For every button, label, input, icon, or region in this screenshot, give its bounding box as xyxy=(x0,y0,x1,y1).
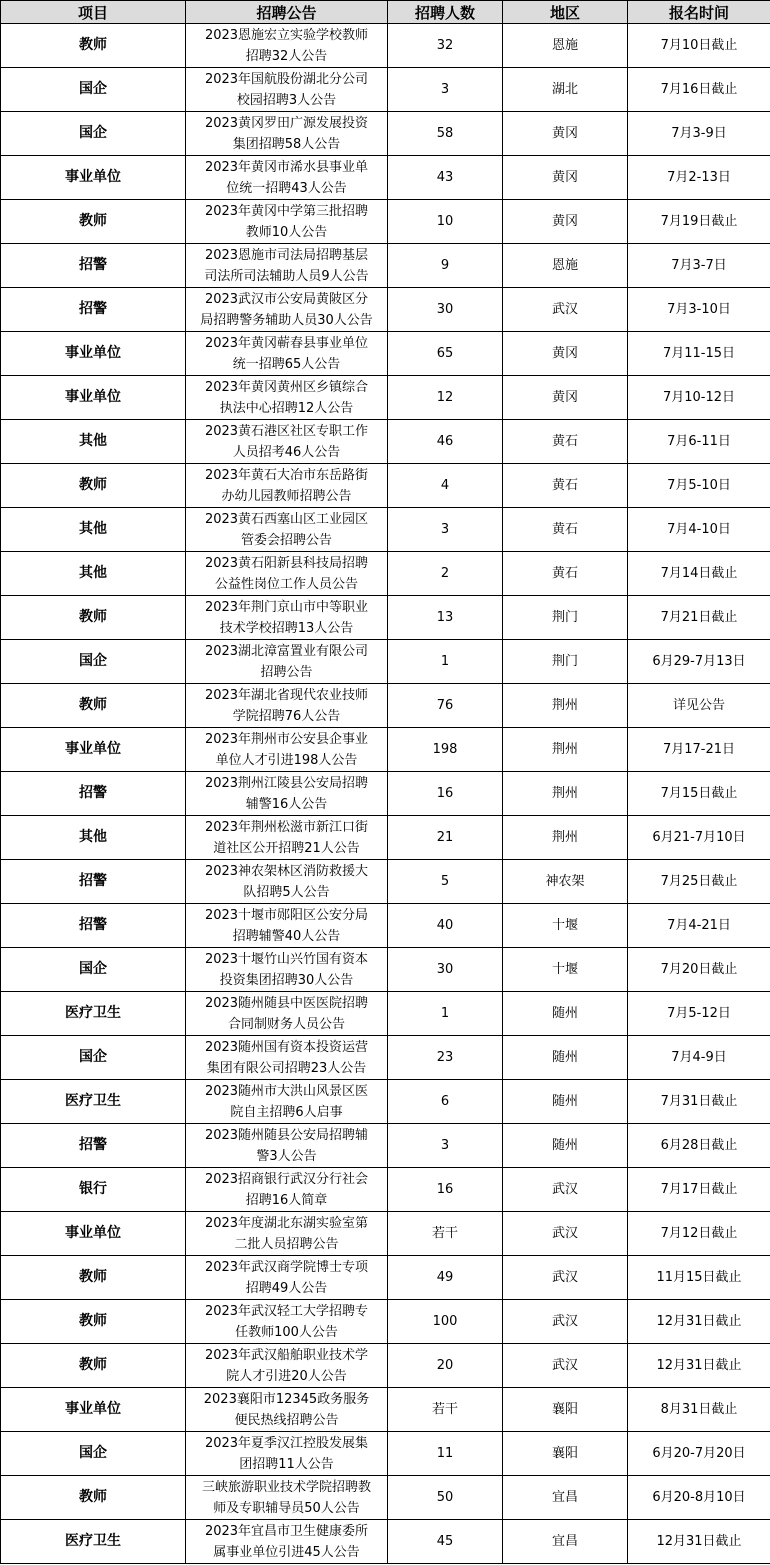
title-line: 辅警16人公告 xyxy=(245,796,328,812)
table-row xyxy=(1,508,770,552)
table-row xyxy=(1,772,770,816)
title-line: 位统一招聘43人公告 xyxy=(226,180,347,196)
category-cell: 其他 xyxy=(1,552,186,596)
category-cell: 事业单位 xyxy=(1,728,186,772)
deadline-cell: 7月3-7日 xyxy=(628,244,770,288)
deadline-cell: 7月20日截止 xyxy=(628,948,770,992)
deadline-cell: 12月31日截止 xyxy=(628,1344,770,1388)
title-line: 技术学校招聘13人公告 xyxy=(219,620,354,636)
category-cell: 国企 xyxy=(1,68,186,112)
category-cell: 教师 xyxy=(1,596,186,640)
region-cell: 黄石 xyxy=(503,464,628,508)
title-line: 道社区公开招聘21人公告 xyxy=(213,840,360,856)
title-line: 2023黄冈罗田广源发展投资 xyxy=(204,115,369,131)
region-cell: 荆州 xyxy=(503,684,628,728)
title-cell xyxy=(186,1124,388,1168)
title-line: 2023年武汉商学院博士专项 xyxy=(204,1259,369,1275)
region-cell: 武汉 xyxy=(503,1212,628,1256)
category-cell: 医疗卫生 xyxy=(1,992,186,1036)
title-cell xyxy=(186,1256,388,1300)
region-cell: 宜昌 xyxy=(503,1520,628,1564)
title-line: 教师10人公告 xyxy=(245,224,328,240)
title-line: 局招聘警务辅助人员30人公告 xyxy=(200,312,373,328)
title-line: 2023年湖北省现代农业技师 xyxy=(204,687,369,703)
title-cell xyxy=(186,508,388,552)
table-row xyxy=(1,1080,770,1124)
deadline-cell: 7月4-21日 xyxy=(628,904,770,948)
header-category: 项目 xyxy=(1,1,186,24)
title-line: 2023襄阳市12345政务服务 xyxy=(203,1391,370,1407)
title-line: 管委会招聘公告 xyxy=(240,532,332,548)
deadline-cell: 7月12日截止 xyxy=(628,1212,770,1256)
title-cell xyxy=(186,684,388,728)
title-line: 2023黄石阳新县科技局招聘 xyxy=(204,555,369,571)
region-cell: 随州 xyxy=(503,1124,628,1168)
category-cell: 教师 xyxy=(1,1256,186,1300)
category-cell: 国企 xyxy=(1,112,186,156)
title-line: 2023随州国有资本投资运营 xyxy=(204,1039,369,1055)
title-cell xyxy=(186,640,388,684)
title-line: 招聘辅警40人公告 xyxy=(232,928,341,944)
title-line: 2023年黄冈中学第三批招聘 xyxy=(204,203,369,219)
title-line: 2023年黄石大冶市东岳路街 xyxy=(204,467,369,483)
region-cell: 黄冈 xyxy=(503,112,628,156)
title-cell xyxy=(186,332,388,376)
deadline-cell: 7月19日截止 xyxy=(628,200,770,244)
deadline-cell: 7月3-10日 xyxy=(628,288,770,332)
title-cell xyxy=(186,156,388,200)
region-cell: 荆州 xyxy=(503,772,628,816)
table-row xyxy=(1,728,770,772)
category-cell: 教师 xyxy=(1,464,186,508)
title-line: 2023年度湖北东湖实验室第 xyxy=(204,1215,369,1231)
title-cell xyxy=(186,1300,388,1344)
header-region: 地区 xyxy=(503,1,628,24)
title-line: 2023年黄冈黄州区乡镇综合 xyxy=(204,379,369,395)
title-line: 2023随州随县中医医院招聘 xyxy=(204,995,369,1011)
region-cell: 武汉 xyxy=(503,1256,628,1300)
title-cell xyxy=(186,1344,388,1388)
table-row xyxy=(1,816,770,860)
title-cell xyxy=(186,376,388,420)
count-cell: 49 xyxy=(388,1256,503,1300)
region-cell: 宜昌 xyxy=(503,1476,628,1520)
title-line: 师及专职辅导员50人公告 xyxy=(213,1500,360,1516)
table-header xyxy=(1,1,770,24)
category-cell: 国企 xyxy=(1,1432,186,1476)
deadline-cell: 7月16日截止 xyxy=(628,68,770,112)
title-line: 2023荆州江陵县公安局招聘 xyxy=(204,775,369,791)
title-line: 二批人员招聘公告 xyxy=(234,1236,339,1252)
table-row xyxy=(1,596,770,640)
title-cell xyxy=(186,244,388,288)
region-cell: 襄阳 xyxy=(503,1432,628,1476)
title-cell xyxy=(186,904,388,948)
title-line: 2023年黄冈市浠水县事业单 xyxy=(204,159,369,175)
count-cell: 9 xyxy=(388,244,503,288)
header-row xyxy=(1,1,770,24)
title-cell xyxy=(186,112,388,156)
count-cell: 30 xyxy=(388,948,503,992)
title-cell xyxy=(186,1432,388,1476)
table-row xyxy=(1,376,770,420)
title-line: 2023年宜昌市卫生健康委所 xyxy=(204,1523,369,1539)
count-cell: 45 xyxy=(388,1520,503,1564)
region-cell: 随州 xyxy=(503,992,628,1036)
count-cell: 2 xyxy=(388,552,503,596)
region-cell: 荆门 xyxy=(503,596,628,640)
table-row xyxy=(1,1256,770,1300)
count-cell: 3 xyxy=(388,508,503,552)
table-row xyxy=(1,552,770,596)
title-line: 单位人才引进198人公告 xyxy=(215,752,358,768)
title-line: 2023湖北漳富置业有限公司 xyxy=(204,643,369,659)
title-cell xyxy=(186,1388,388,1432)
title-cell xyxy=(186,1168,388,1212)
title-cell xyxy=(186,288,388,332)
category-cell: 事业单位 xyxy=(1,332,186,376)
deadline-cell: 6月20-7月20日 xyxy=(628,1432,770,1476)
title-line: 院自主招聘6人启事 xyxy=(230,1104,343,1120)
deadline-cell: 7月5-10日 xyxy=(628,464,770,508)
category-cell: 医疗卫生 xyxy=(1,1520,186,1564)
count-cell: 50 xyxy=(388,1476,503,1520)
category-cell: 招警 xyxy=(1,904,186,948)
deadline-cell: 7月3-9日 xyxy=(628,112,770,156)
count-cell: 11 xyxy=(388,1432,503,1476)
title-line: 集团有限公司招聘23人公告 xyxy=(206,1060,367,1076)
title-cell xyxy=(186,992,388,1036)
title-line: 警3人公告 xyxy=(256,1148,317,1164)
table-row xyxy=(1,1344,770,1388)
category-cell: 招警 xyxy=(1,1124,186,1168)
count-cell: 40 xyxy=(388,904,503,948)
deadline-cell: 8月31日截止 xyxy=(628,1388,770,1432)
header-deadline: 报名时间 xyxy=(628,1,770,24)
deadline-cell: 7月4-9日 xyxy=(628,1036,770,1080)
deadline-cell: 7月31日截止 xyxy=(628,1080,770,1124)
region-cell: 随州 xyxy=(503,1036,628,1080)
title-cell xyxy=(186,464,388,508)
category-cell: 医疗卫生 xyxy=(1,1080,186,1124)
table-row xyxy=(1,992,770,1036)
deadline-cell: 7月4-10日 xyxy=(628,508,770,552)
deadline-cell: 7月21日截止 xyxy=(628,596,770,640)
title-line: 2023十堰竹山兴竹国有资本 xyxy=(204,951,369,967)
title-cell xyxy=(186,948,388,992)
region-cell: 恩施 xyxy=(503,24,628,68)
title-line: 队招聘5人公告 xyxy=(243,884,330,900)
title-line: 2023年武汉轻工大学招聘专 xyxy=(204,1303,369,1319)
title-line: 2023随州随县公安局招聘辅 xyxy=(204,1127,369,1143)
table-row xyxy=(1,332,770,376)
count-cell: 1 xyxy=(388,992,503,1036)
table-row xyxy=(1,684,770,728)
count-cell: 65 xyxy=(388,332,503,376)
category-cell: 国企 xyxy=(1,948,186,992)
count-cell: 46 xyxy=(388,420,503,464)
category-cell: 教师 xyxy=(1,24,186,68)
title-line: 投资集团招聘30人公告 xyxy=(219,972,354,988)
title-line: 2023年武汉船舶职业技术学 xyxy=(204,1347,369,1363)
category-cell: 事业单位 xyxy=(1,376,186,420)
title-line: 招聘32人公告 xyxy=(245,48,328,64)
title-line: 办幼儿园教师招聘公告 xyxy=(221,488,352,504)
header-count: 招聘人数 xyxy=(388,1,503,24)
table-row xyxy=(1,200,770,244)
title-cell xyxy=(186,200,388,244)
category-cell: 国企 xyxy=(1,1036,186,1080)
region-cell: 黄冈 xyxy=(503,376,628,420)
region-cell: 武汉 xyxy=(503,1168,628,1212)
category-cell: 其他 xyxy=(1,816,186,860)
deadline-cell: 详见公告 xyxy=(628,684,770,728)
title-line: 司法所司法辅助人员9人公告 xyxy=(204,268,369,284)
region-cell: 武汉 xyxy=(503,288,628,332)
title-line: 2023年国航股份湖北分公司 xyxy=(204,71,369,87)
table-row xyxy=(1,1124,770,1168)
table-row xyxy=(1,24,770,68)
deadline-cell: 7月6-11日 xyxy=(628,420,770,464)
region-cell: 十堰 xyxy=(503,904,628,948)
title-line: 2023恩施市司法局招聘基层 xyxy=(204,247,369,263)
count-cell: 13 xyxy=(388,596,503,640)
table-row xyxy=(1,860,770,904)
title-cell xyxy=(186,420,388,464)
title-line: 团招聘11人公告 xyxy=(239,1456,334,1472)
category-cell: 其他 xyxy=(1,508,186,552)
title-cell xyxy=(186,68,388,112)
count-cell: 198 xyxy=(388,728,503,772)
deadline-cell: 7月17日截止 xyxy=(628,1168,770,1212)
category-cell: 事业单位 xyxy=(1,1212,186,1256)
title-cell xyxy=(186,1080,388,1124)
deadline-cell: 11月15日截止 xyxy=(628,1256,770,1300)
deadline-cell: 6月28日截止 xyxy=(628,1124,770,1168)
title-cell xyxy=(186,1520,388,1564)
title-line: 2023年夏季汉江控股发展集 xyxy=(204,1435,369,1451)
table-row xyxy=(1,1476,770,1520)
category-cell: 招警 xyxy=(1,860,186,904)
category-cell: 事业单位 xyxy=(1,1388,186,1432)
category-cell: 招警 xyxy=(1,288,186,332)
title-line: 人员招考46人公告 xyxy=(232,444,341,460)
region-cell: 黄冈 xyxy=(503,200,628,244)
title-cell xyxy=(186,552,388,596)
title-line: 招聘16人简章 xyxy=(245,1192,328,1208)
count-cell: 3 xyxy=(388,1124,503,1168)
region-cell: 恩施 xyxy=(503,244,628,288)
category-cell: 事业单位 xyxy=(1,156,186,200)
title-line: 招聘49人公告 xyxy=(245,1280,328,1296)
deadline-cell: 7月5-12日 xyxy=(628,992,770,1036)
count-cell: 23 xyxy=(388,1036,503,1080)
table-row xyxy=(1,112,770,156)
region-cell: 黄冈 xyxy=(503,332,628,376)
table-row xyxy=(1,1520,770,1564)
count-cell: 5 xyxy=(388,860,503,904)
table-row xyxy=(1,420,770,464)
deadline-cell: 7月11-15日 xyxy=(628,332,770,376)
deadline-cell: 12月31日截止 xyxy=(628,1300,770,1344)
count-cell: 20 xyxy=(388,1344,503,1388)
title-line: 2023年荆州市公安县企事业 xyxy=(204,731,369,747)
table-row xyxy=(1,1168,770,1212)
table-row xyxy=(1,1036,770,1080)
title-line: 2023十堰市郧阳区公安分局 xyxy=(204,907,369,923)
region-cell: 黄石 xyxy=(503,508,628,552)
region-cell: 黄石 xyxy=(503,552,628,596)
title-line: 执法中心招聘12人公告 xyxy=(219,400,354,416)
title-cell xyxy=(186,1212,388,1256)
deadline-cell: 7月2-13日 xyxy=(628,156,770,200)
deadline-cell: 7月15日截止 xyxy=(628,772,770,816)
count-cell: 21 xyxy=(388,816,503,860)
category-cell: 银行 xyxy=(1,1168,186,1212)
region-cell: 荆州 xyxy=(503,728,628,772)
region-cell: 神农架 xyxy=(503,860,628,904)
title-cell xyxy=(186,816,388,860)
title-line: 公益性岗位工作人员公告 xyxy=(214,576,358,592)
title-cell xyxy=(186,772,388,816)
category-cell: 教师 xyxy=(1,1476,186,1520)
region-cell: 湖北 xyxy=(503,68,628,112)
count-cell: 4 xyxy=(388,464,503,508)
count-cell: 100 xyxy=(388,1300,503,1344)
deadline-cell: 7月10-12日 xyxy=(628,376,770,420)
table-body xyxy=(1,24,770,1564)
count-cell: 6 xyxy=(388,1080,503,1124)
count-cell: 若干 xyxy=(388,1212,503,1256)
title-line: 属事业单位引进45人公告 xyxy=(213,1544,360,1560)
table-row xyxy=(1,904,770,948)
count-cell: 10 xyxy=(388,200,503,244)
region-cell: 襄阳 xyxy=(503,1388,628,1432)
region-cell: 荆门 xyxy=(503,640,628,684)
deadline-cell: 7月10日截止 xyxy=(628,24,770,68)
deadline-cell: 7月17-21日 xyxy=(628,728,770,772)
category-cell: 其他 xyxy=(1,420,186,464)
title-line: 统一招聘65人公告 xyxy=(232,356,341,372)
table-row xyxy=(1,948,770,992)
category-cell: 招警 xyxy=(1,244,186,288)
count-cell: 1 xyxy=(388,640,503,684)
count-cell: 58 xyxy=(388,112,503,156)
title-line: 2023年荆门京山市中等职业 xyxy=(204,599,369,615)
count-cell: 43 xyxy=(388,156,503,200)
title-line: 校园招聘3人公告 xyxy=(236,92,337,108)
table-row xyxy=(1,1212,770,1256)
title-line: 2023黄石港区社区专职工作 xyxy=(204,423,369,439)
count-cell: 30 xyxy=(388,288,503,332)
region-cell: 黄石 xyxy=(503,420,628,464)
title-line: 便民热线招聘公告 xyxy=(234,1412,339,1428)
category-cell: 教师 xyxy=(1,1300,186,1344)
table-row xyxy=(1,1432,770,1476)
title-cell xyxy=(186,1036,388,1080)
title-line: 三峡旅游职业技术学院招聘教 xyxy=(201,1479,371,1495)
deadline-cell: 7月14日截止 xyxy=(628,552,770,596)
title-line: 2023黄石西塞山区工业园区 xyxy=(204,511,369,527)
deadline-cell: 6月20-8月10日 xyxy=(628,1476,770,1520)
count-cell: 3 xyxy=(388,68,503,112)
count-cell: 12 xyxy=(388,376,503,420)
title-line: 2023年黄冈蕲春县事业单位 xyxy=(204,335,369,351)
table-row xyxy=(1,640,770,684)
title-line: 2023恩施宏立实验学校教师 xyxy=(204,27,369,43)
category-cell: 教师 xyxy=(1,200,186,244)
title-line: 2023神农架林区消防救援大 xyxy=(204,863,369,879)
region-cell: 随州 xyxy=(503,1080,628,1124)
region-cell: 黄冈 xyxy=(503,156,628,200)
table-row xyxy=(1,156,770,200)
table-row xyxy=(1,244,770,288)
table-row xyxy=(1,288,770,332)
category-cell: 教师 xyxy=(1,1344,186,1388)
title-line: 合同制财务人员公告 xyxy=(227,1016,345,1032)
title-line: 院人才引进20人公告 xyxy=(226,1368,347,1384)
table-row xyxy=(1,68,770,112)
deadline-cell: 7月25日截止 xyxy=(628,860,770,904)
region-cell: 荆州 xyxy=(503,816,628,860)
category-cell: 招警 xyxy=(1,772,186,816)
title-cell xyxy=(186,24,388,68)
title-line: 招聘公告 xyxy=(260,664,313,680)
count-cell: 16 xyxy=(388,1168,503,1212)
title-line: 2023武汉市公安局黄陂区分 xyxy=(204,291,369,307)
title-line: 2023招商银行武汉分行社会 xyxy=(204,1171,369,1187)
deadline-cell: 12月31日截止 xyxy=(628,1520,770,1564)
count-cell: 32 xyxy=(388,24,503,68)
header-title: 招聘公告 xyxy=(186,1,388,24)
region-cell: 十堰 xyxy=(503,948,628,992)
category-cell: 教师 xyxy=(1,684,186,728)
deadline-cell: 6月21-7月10日 xyxy=(628,816,770,860)
title-line: 任教师100人公告 xyxy=(235,1324,338,1340)
deadline-cell: 6月29-7月13日 xyxy=(628,640,770,684)
title-cell xyxy=(186,596,388,640)
count-cell: 若干 xyxy=(388,1388,503,1432)
title-cell xyxy=(186,728,388,772)
table-row xyxy=(1,1388,770,1432)
table-row xyxy=(1,1300,770,1344)
title-line: 2023随州市大洪山风景区医 xyxy=(204,1083,369,1099)
region-cell: 武汉 xyxy=(503,1344,628,1388)
title-cell xyxy=(186,860,388,904)
table-row xyxy=(1,464,770,508)
title-line: 集团招聘58人公告 xyxy=(232,136,341,152)
region-cell: 武汉 xyxy=(503,1300,628,1344)
category-cell: 国企 xyxy=(1,640,186,684)
count-cell: 16 xyxy=(388,772,503,816)
title-line: 学院招聘76人公告 xyxy=(232,708,341,724)
title-line: 2023年荆州松滋市新江口街 xyxy=(204,819,369,835)
count-cell: 76 xyxy=(388,684,503,728)
title-cell xyxy=(186,1476,388,1520)
